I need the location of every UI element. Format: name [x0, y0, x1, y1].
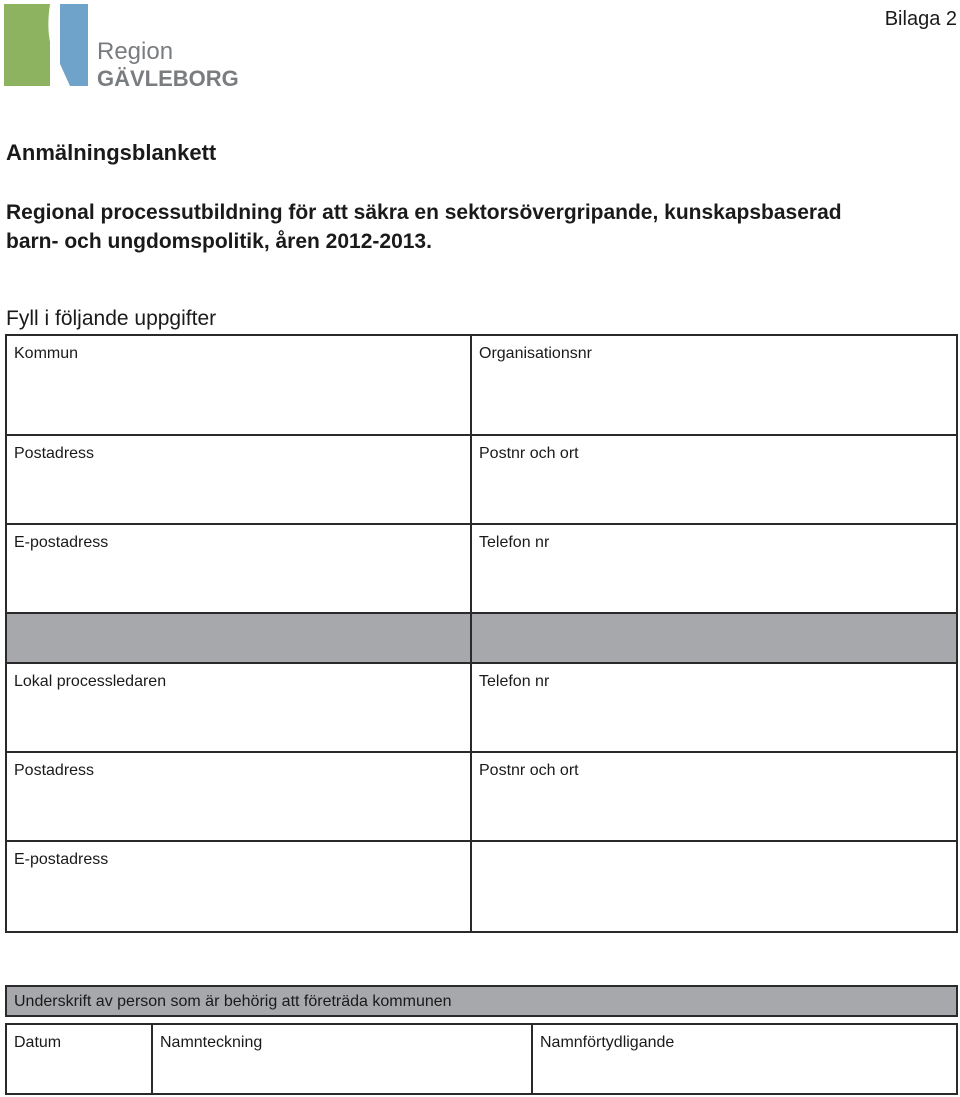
postadress-field[interactable]	[7, 436, 472, 523]
processledare-epostadress-field[interactable]	[7, 842, 472, 931]
shaded-cell	[472, 614, 956, 662]
form-row	[7, 753, 956, 842]
shaded-cell	[7, 614, 472, 662]
form-subtitle	[6, 198, 956, 256]
organisationsnr-label: Organisationsnr	[479, 345, 592, 362]
attachment-label: Bilaga 2	[884, 8, 957, 30]
processledare-label: Lokal processledaren	[14, 673, 167, 690]
empty-input[interactable]	[478, 881, 950, 923]
epostadress-field[interactable]	[7, 525, 472, 612]
telefon-input[interactable]	[478, 562, 950, 604]
form-row	[7, 842, 956, 931]
empty-field[interactable]	[472, 842, 956, 931]
kommun-field[interactable]	[7, 336, 472, 434]
signature-header-text: Underskrift av person som är behörig att företräda kommunen	[14, 993, 452, 1010]
processledare-telefon-label: Telefon nr	[479, 673, 550, 690]
organisationsnr-field[interactable]	[472, 336, 956, 434]
processledare-input[interactable]	[13, 701, 464, 743]
postadress-label: Postadress	[14, 445, 95, 462]
form-row	[7, 525, 956, 614]
datum-label: Datum	[14, 1034, 62, 1051]
signature-row	[5, 1023, 958, 1095]
postnr-ort-field[interactable]	[472, 436, 956, 523]
processledare-postadress-label: Postadress	[14, 762, 95, 779]
namnteckning-label: Namnteckning	[160, 1034, 263, 1051]
logo-green-shape	[4, 4, 50, 86]
processledare-telefon-field[interactable]	[472, 664, 956, 751]
processledare-postnr-ort-input[interactable]	[478, 790, 950, 832]
logo-text-gavleborg: GÄVLEBORG	[97, 66, 239, 91]
kommun-input[interactable]	[13, 384, 464, 426]
processledare-postnr-ort-field[interactable]	[472, 753, 956, 840]
kommun-label: Kommun	[14, 345, 79, 362]
form-row	[7, 664, 956, 753]
namnfortydligande-field[interactable]	[533, 1025, 956, 1093]
epostadress-label: E-postadress	[14, 534, 109, 551]
namnfortydligande-label: Namnförtydligande	[540, 1034, 675, 1051]
processledare-epostadress-label: E-postadress	[14, 851, 109, 868]
form-row	[7, 436, 956, 525]
subtitle-line-2: barn- och ungdomspolitik, åren 2012-2013.	[6, 230, 432, 253]
processledare-field[interactable]	[7, 664, 472, 751]
form-row	[7, 336, 956, 436]
logo-blue-shape	[60, 4, 88, 86]
registration-form-grid	[5, 334, 958, 933]
postnr-ort-input[interactable]	[478, 473, 950, 515]
signature-header	[5, 985, 958, 1017]
telefon-field[interactable]	[472, 525, 956, 612]
logo-text-region: Region	[97, 38, 174, 65]
shaded-separator-row	[7, 614, 956, 664]
postadress-input[interactable]	[13, 473, 464, 515]
telefon-label: Telefon nr	[479, 534, 550, 551]
subtitle-line-1: Regional processutbildning för att säkra en sektorsövergripande, kunskapsbaserad	[6, 201, 842, 224]
processledare-postadress-input[interactable]	[13, 790, 464, 832]
region-gavleborg-logo	[4, 4, 239, 91]
instruction-text: Fyll i följande uppgifter	[6, 307, 217, 330]
datum-field[interactable]	[7, 1025, 153, 1093]
processledare-postnr-ort-label: Postnr och ort	[479, 762, 579, 779]
namnteckning-field[interactable]	[153, 1025, 533, 1093]
processledare-postadress-field[interactable]	[7, 753, 472, 840]
organisationsnr-input[interactable]	[478, 384, 950, 426]
postnr-ort-label: Postnr och ort	[479, 445, 579, 462]
form-title: Anmälningsblankett	[6, 140, 217, 165]
processledare-telefon-input[interactable]	[478, 701, 950, 743]
epostadress-input[interactable]	[13, 562, 464, 604]
processledare-epostadress-input[interactable]	[13, 881, 464, 923]
